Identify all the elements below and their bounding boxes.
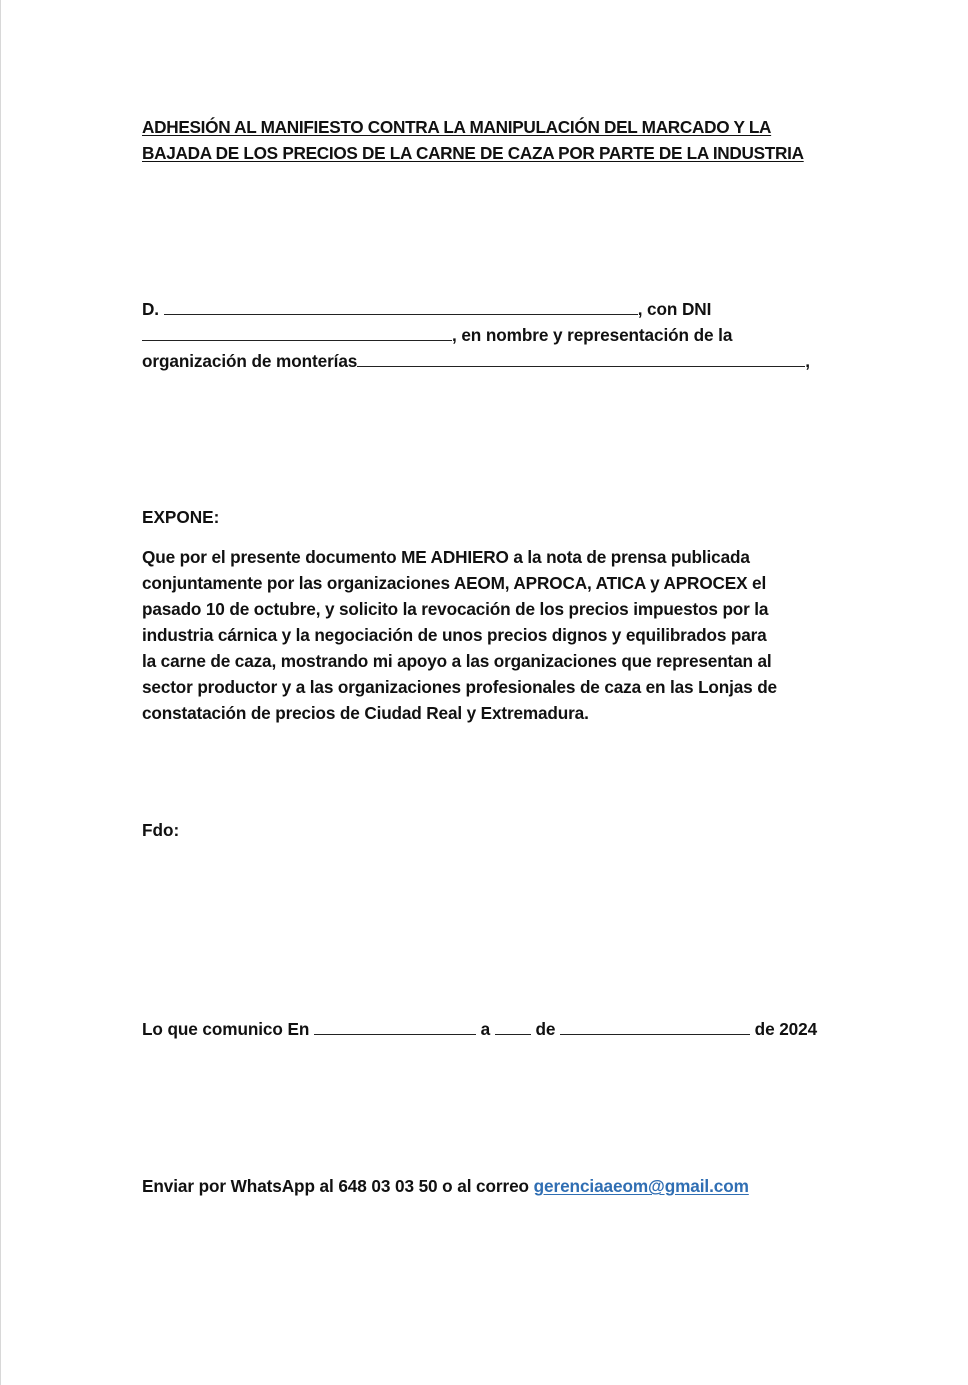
- form-line-dni: [142, 322, 842, 348]
- organization-suffix: ,: [805, 351, 810, 371]
- date-word-de: de: [535, 1019, 556, 1039]
- date-prefix-label: Lo que comunico En: [142, 1019, 310, 1039]
- dni-blank-field[interactable]: [142, 323, 452, 341]
- name-blank-field[interactable]: [164, 297, 638, 315]
- contact-text: Enviar por WhatsApp al 648 03 03 50 o al correo: [142, 1176, 529, 1196]
- body-line-1: Que por el presente documento ME ADHIERO a la nota de prensa publicada: [142, 547, 750, 567]
- representation-label: , en nombre y representación de la: [452, 325, 733, 345]
- date-year-label: de 2024: [754, 1019, 818, 1039]
- month-blank-field[interactable]: [560, 1017, 750, 1035]
- body-line-5: la carne de caza, mostrando mi apoyo a las organizaciones que representan al: [142, 651, 772, 671]
- contact-line: [142, 1173, 862, 1199]
- body-line-6: sector productor y a las organizaciones profesionales de caza en las Lonjas de: [142, 677, 777, 697]
- body-paragraph: [142, 544, 862, 726]
- date-word-a: a: [480, 1019, 491, 1039]
- page-edge-divider: [0, 0, 1, 1385]
- body-line-3: pasado 10 de octubre, y solicito la revocación de los precios impuestos por la: [142, 599, 769, 619]
- title-line-2: BAJADA DE LOS PRECIOS DE LA CARNE DE CAZA POR PARTE DE LA INDUSTRIA: [142, 143, 804, 163]
- body-line-4: industria cárnica y la negociación de unos precios dignos y equilibrados para: [142, 625, 767, 645]
- name-prefix-label: D.: [142, 299, 159, 319]
- form-line-organization: [142, 348, 842, 374]
- title-line-1: ADHESIÓN AL MANIFIESTO CONTRA LA MANIPULACIÓN DEL MARCADO Y LA: [142, 117, 772, 137]
- place-blank-field[interactable]: [314, 1017, 476, 1035]
- expone-heading: EXPONE:: [142, 507, 220, 527]
- dni-label: , con DNI: [637, 299, 712, 319]
- body-line-7: constatación de precios de Ciudad Real y Extremadura.: [142, 703, 589, 723]
- document-title: [142, 114, 862, 166]
- day-blank-field[interactable]: [495, 1017, 531, 1035]
- identification-form: [142, 296, 842, 374]
- body-line-2: conjuntamente por las organizaciones AEOM, APROCA, ATICA y APROCEX el: [142, 573, 767, 593]
- email-link[interactable]: gerenciaaeom@gmail.com: [533, 1176, 749, 1196]
- organization-blank-field[interactable]: [357, 349, 805, 367]
- date-line: [142, 1016, 862, 1042]
- organization-label: organización de monterías: [142, 351, 358, 371]
- form-line-name: [142, 296, 842, 322]
- signature-label: Fdo:: [142, 820, 180, 840]
